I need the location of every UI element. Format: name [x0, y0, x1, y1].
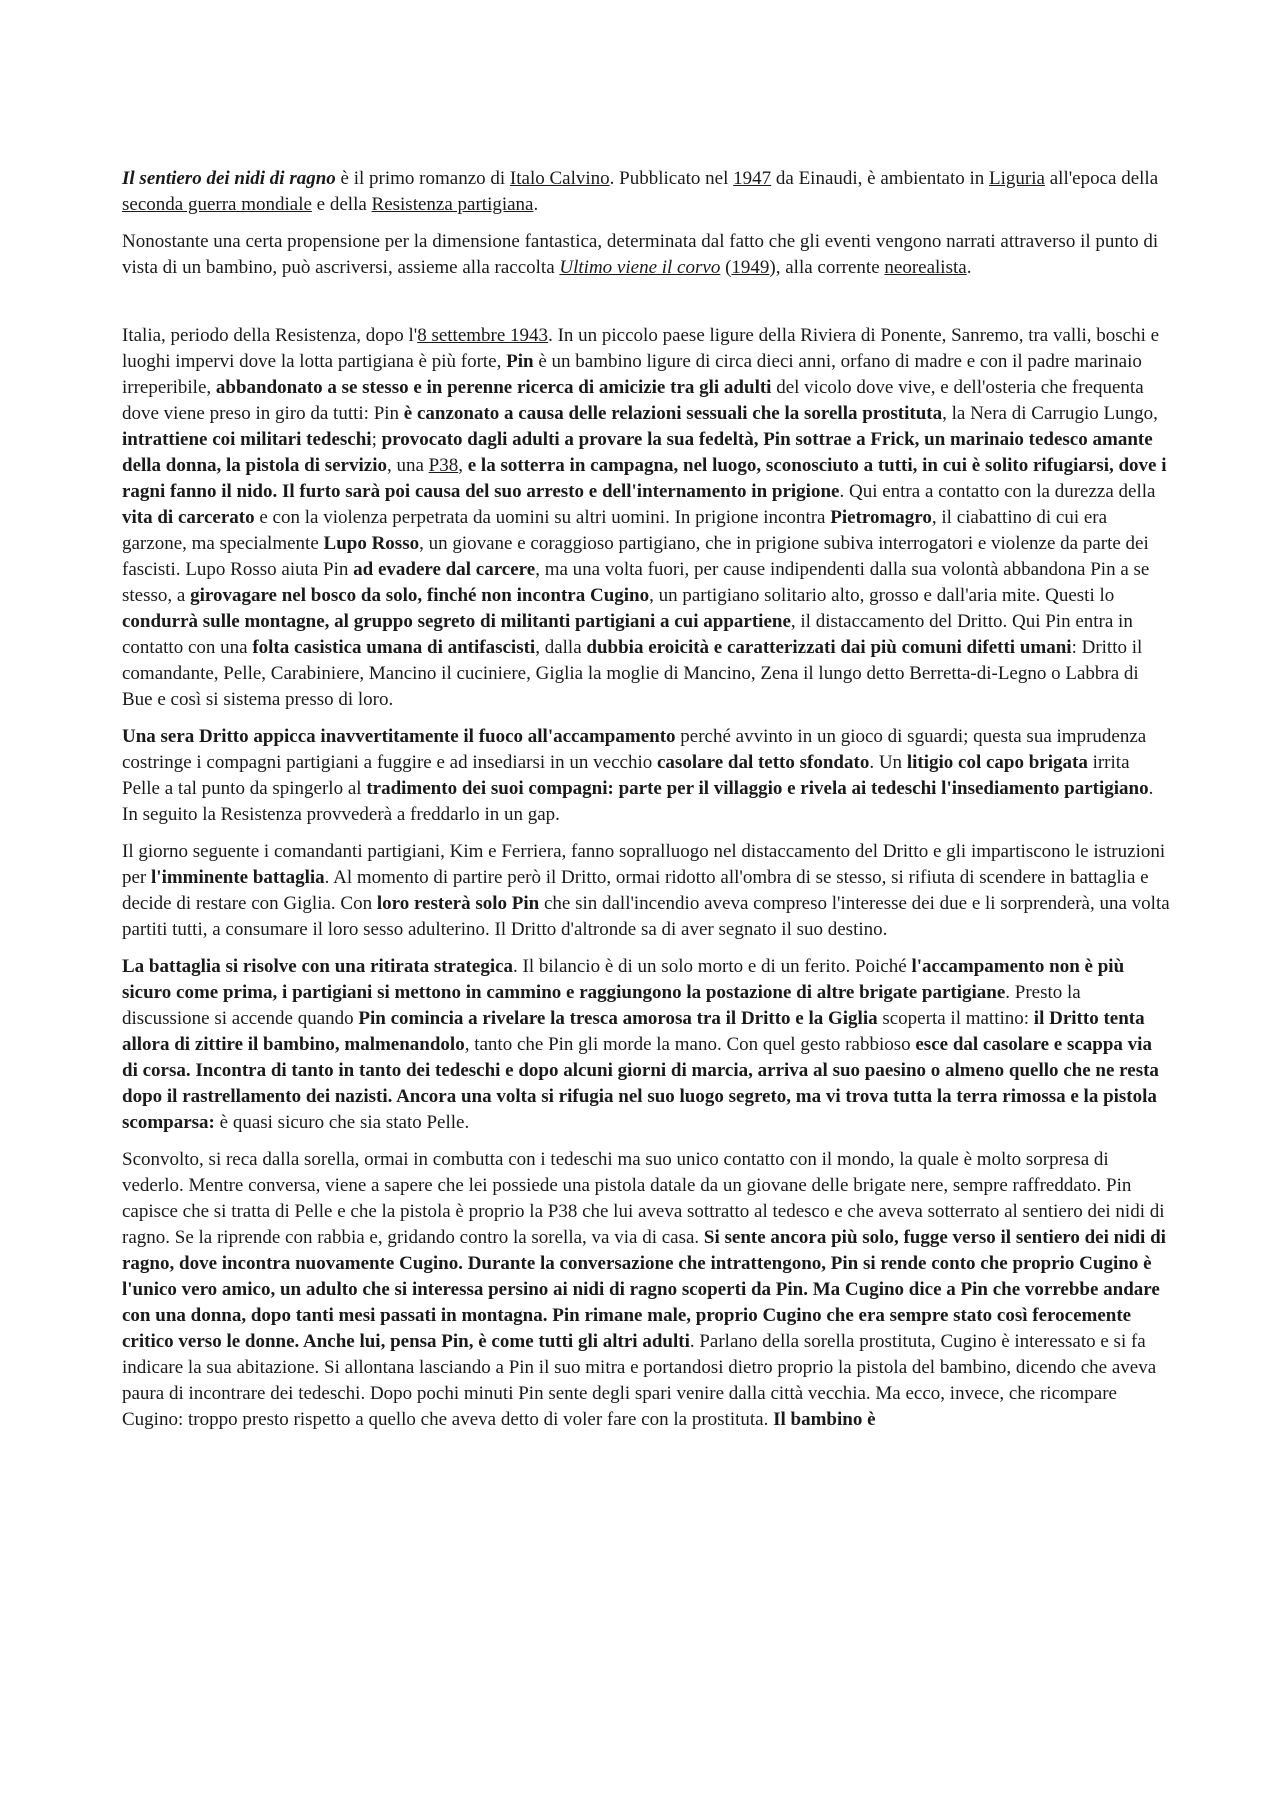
- text-run: è quasi sicuro che sia stato Pelle.: [214, 1112, 470, 1133]
- text-run: , il distaccamento del Dritto. Qui Pin entra in contatto con una: [122, 611, 1133, 658]
- text-run: . Pubblicato nel: [609, 168, 734, 189]
- text-run: , ma una volta fuori, per cause indipendenti dalla sua volontà abbandona Pin a se stesso, a: [122, 559, 1150, 606]
- text-run: . Il bilancio è di un solo morto e di un ferito. Poiché: [513, 956, 912, 977]
- text-run: Italia, periodo della Resistenza, dopo l': [122, 325, 418, 346]
- text-run: perché avvinto in un gioco di sguardi; questa sua imprudenza costringe i compagni partigiani a fuggire e ad insediarsi in un vecchio: [122, 726, 1147, 773]
- bold-text: Una sera Dritto appicca inavvertitamente il fuoco all'accampamento: [122, 726, 676, 747]
- wiki-link[interactable]: seconda guerra mondiale: [122, 194, 312, 215]
- wiki-link[interactable]: 1947: [733, 168, 772, 189]
- text-run: del vicolo dove vive, e dell'osteria che frequenta dove viene preso in giro da tutti: Pin: [122, 377, 1144, 424]
- bold-text: esce dal casolare e scappa via di corsa. Incontra di tanto in tanto dei tedeschi e dopo alcuni giorni di marcia, arriva al suo paesino o almeno quello che ne resta dopo il rastrellamento dei nazisti. Ancora una volta si rifugia nel suo luogo segreto, ma vi trova tutta la terra rimossa e la pistola scomparsa:: [122, 1034, 1159, 1133]
- intro-paragraph: [122, 166, 1172, 218]
- text-run: che sin dall'incendio aveva compreso l'interesse dei due e li sorprenderà, una volta partiti tutti, a consumare il loro sesso adulterino. Il Dritto d'altronde sa di aver segnato il suo destino.: [122, 893, 1170, 940]
- bold-text: Il bambino è: [773, 1409, 876, 1430]
- book-title: Il sentiero dei nidi di ragno: [122, 168, 336, 189]
- text-run: ;: [371, 429, 382, 450]
- bold-text: dubbia eroicità e caratterizzati dai più comuni difetti umani: [586, 637, 1072, 658]
- bold-text: è canzonato a causa delle relazioni sessuali che la sorella prostituta: [403, 403, 943, 424]
- wiki-link[interactable]: Italo Calvino: [509, 168, 610, 189]
- bold-text: Pietromagro: [830, 507, 932, 528]
- bold-text: l'imminente battaglia: [151, 867, 325, 888]
- text-run: Sconvolto, si reca dalla sorella, ormai in combutta con i tedeschi ma suo unico contatto con il mondo, la quale è molto sorpresa di vederlo. Mentre conversa, viene a sapere che lei possiede una pistola datale da un giovane delle brigate nere, sempre raffreddato. Pin capisce che si tratta di Pelle e che la pistola è proprio la P38 che lui aveva sottratto al tedesco e che aveva sotterrato al sentiero dei nidi di ragno. Se la riprende con rabbia e, gridando contro la sorella, va via di casa.: [122, 1149, 1165, 1248]
- bold-text: abbandonato a se stesso e in perenne ricerca di amicizie tra gli adulti: [215, 377, 772, 398]
- plot-paragraph-5: [122, 1147, 1172, 1433]
- bold-text: La battaglia si risolve con una ritirata strategica: [122, 956, 514, 977]
- genre-paragraph: [122, 229, 1172, 281]
- wiki-link[interactable]: 8 settembre 1943: [417, 325, 549, 346]
- wiki-link[interactable]: Resistenza partigiana: [371, 194, 534, 215]
- text-run: Il giorno seguente i comandanti partigiani, Kim e Ferriera, fanno sopralluogo nel distaccamento del Dritto e gli impartiscono le istruzioni per: [122, 841, 1166, 888]
- text-run: . Al momento di partire però il Dritto, ormai ridotto all'ombra di se stesso, si rifiuta di scendere in battaglia e decide di restare con Giglia. Con: [122, 867, 1149, 914]
- text-run: , una: [386, 455, 429, 476]
- wiki-link[interactable]: 1949: [731, 257, 770, 278]
- bold-text: intrattiene coi militari tedeschi: [122, 429, 372, 450]
- bold-text: provocato dagli adulti a provare la sua fedeltà, Pin sottrae a Frick, un marinaio tedesco amante della donna, la pistola di servizio: [122, 429, 1153, 476]
- text-run: , dalla: [535, 637, 587, 658]
- text-run: .: [966, 257, 972, 278]
- bold-text: Lupo Rosso: [323, 533, 420, 554]
- document-body: [122, 166, 1172, 1444]
- text-run: all'epoca della: [1044, 168, 1159, 189]
- bold-text: casolare dal tetto sfondato: [657, 752, 870, 773]
- text-run: . Parlano della sorella prostituta, Cugino è interessato e si fa indicare la sua abitazione. Si allontana lasciando a Pin il suo mitra e portandosi dietro proprio la pistola del bambino, dicendo che aveva paura di incontrare dei tedeschi. Dopo pochi minuti Pin sente degli spari venire dalla città vecchia. Ma ecco, invece, che ricompare Cugino: troppo presto rispetto a quello che aveva detto di voler fare con la prostituta.: [122, 1331, 1157, 1430]
- text-run: Nonostante una certa propensione per la dimensione fantastica, determinata dal fatto che gli eventi vengono narrati attraverso il punto di vista di un bambino, può ascriversi, assieme alla raccolta: [122, 231, 1159, 278]
- bold-text: Pin comincia a rivelare la tresca amorosa tra il Dritto e la Giglia: [358, 1008, 878, 1029]
- text-run: (: [720, 257, 732, 278]
- wiki-link[interactable]: P38: [428, 455, 459, 476]
- text-run: . In seguito la Resistenza provvederà a freddarlo in un gap.: [122, 778, 1154, 825]
- text-run: , tanto che Pin gli morde la mano. Con quel gesto rabbioso: [464, 1034, 916, 1055]
- bold-text: il Dritto tenta allora di zittire il bambino, malmenandolo: [122, 1008, 1145, 1055]
- text-run: , il ciabattino di cui era garzone, ma specialmente: [122, 507, 1108, 554]
- wiki-link[interactable]: neorealista: [884, 257, 967, 278]
- wiki-link[interactable]: Liguria: [989, 168, 1045, 189]
- bold-text: l'accampamento non è più sicuro come prima, i partigiani si mettono in cammino e raggiungono la postazione di altre brigate partigiane: [122, 956, 1125, 1003]
- text-run: è un bambino ligure di circa dieci anni, orfano di madre e con il padre marinaio irreperibile,: [122, 351, 1142, 398]
- bold-text: tradimento dei suoi compagni: parte per il villaggio e rivela ai tedeschi l'insediamento partigiano: [366, 778, 1149, 799]
- text-run: : Dritto il comandante, Pelle, Carabiniere, Mancino il cuciniere, Giglia la moglie di Mancino, Zena il lungo detto Berretta-di-Legno o Labbra di Bue e così si sistema presso di loro.: [122, 637, 1143, 710]
- text-run: . Presto la discussione si accende quando: [122, 982, 1081, 1029]
- text-run: .: [533, 194, 539, 215]
- text-run: irrita Pelle a tal punto da spingerlo al: [122, 752, 1130, 799]
- bold-text: condurrà sulle montagne, al gruppo segreto di militanti partigiani a cui appartiene: [122, 611, 791, 632]
- bold-text: Si sente ancora più solo, fugge verso il sentiero dei nidi di ragno, dove incontra nuovamente Cugino. Durante la conversazione che intrattengono, Pin si rende conto che proprio Cugino è l'unico vero amico, un adulto che si interessa persino ai nidi di ragno scoperti da Pin. Ma Cugino dice a Pin che vorrebbe andare con una donna, dopo tanti mesi passati in montagna. Pin rimane male, proprio Cugino che era sempre stato così ferocemente critico verso le donne. Anche lui, pensa Pin, è come tutti gli altri adulti: [122, 1227, 1166, 1352]
- wiki-link[interactable]: Ultimo viene il corvo: [559, 257, 721, 278]
- text-run: e della: [311, 194, 372, 215]
- text-run: . Qui entra a contatto con la durezza della: [839, 481, 1156, 502]
- bold-text: girovagare nel bosco da solo, finché non incontra Cugino: [190, 585, 650, 606]
- plot-paragraph-2: [122, 724, 1172, 828]
- plot-paragraph-1: [122, 323, 1172, 713]
- text-run: da Einaudi, è ambientato in: [771, 168, 990, 189]
- bold-text: e la sotterra in campagna, nel luogo, sconosciuto a tutti, in cui è solito rifugiarsi, dove i ragni fanno il nido. Il furto sarà poi causa del suo arresto e dell'internamento in prigione: [122, 455, 1167, 502]
- text-run: . Un: [869, 752, 907, 773]
- text-run: , un giovane e coraggioso partigiano, che in prigione subiva interrogatori e violenze da parte dei fascisti. Lupo Rosso aiuta Pin: [122, 533, 1149, 580]
- text-run: , un partigiano solitario alto, grosso e dall'aria mite. Questi lo: [649, 585, 1115, 606]
- bold-text: litigio col capo brigata: [906, 752, 1088, 773]
- text-run: e con la violenza perpetrata da uomini su altri uomini. In prigione incontra: [254, 507, 831, 528]
- bold-text: loro resterà solo Pin: [376, 893, 540, 914]
- text-run: scoperta il mattino:: [877, 1008, 1034, 1029]
- text-run: , la Nera di Carrugio Lungo,: [942, 403, 1158, 424]
- plot-paragraph-4: [122, 954, 1172, 1136]
- bold-text: ad evadere dal carcere: [353, 559, 536, 580]
- text-run: è il primo romanzo di: [335, 168, 510, 189]
- bold-text: Pin: [506, 351, 534, 372]
- text-run: . In un piccolo paese ligure della Riviera di Ponente, Sanremo, tra valli, boschi e luoghi impervi dove la lotta partigiana è più forte,: [122, 325, 1160, 372]
- plot-paragraph-3: [122, 839, 1172, 943]
- bold-text: folta casistica umana di antifascisti: [252, 637, 536, 658]
- text-run: ), alla corrente: [769, 257, 885, 278]
- text-run: ,: [458, 455, 468, 476]
- bold-text: vita di carcerato: [122, 507, 255, 528]
